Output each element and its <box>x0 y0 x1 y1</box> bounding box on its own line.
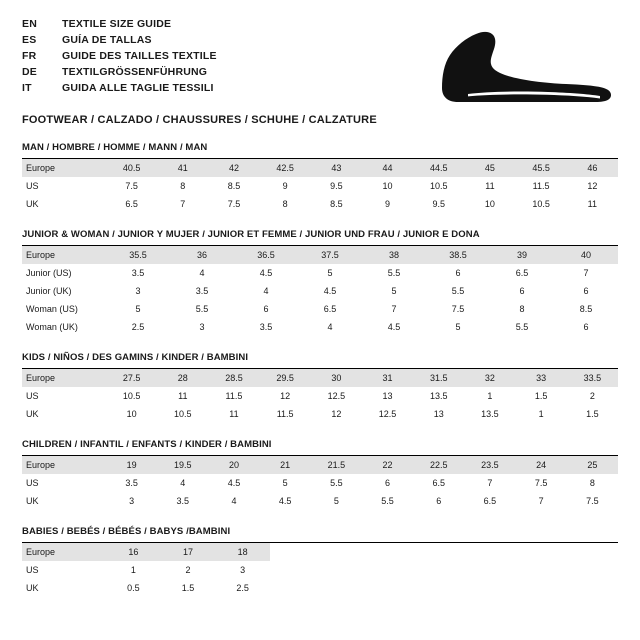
size-cell: 1.5 <box>534 391 548 401</box>
size-cell: 38.5 <box>426 246 490 264</box>
size-cell: 8.5 <box>579 304 593 314</box>
size-cell: 8 <box>180 181 186 191</box>
size-block <box>22 526 618 597</box>
size-cell: 44.5 <box>413 159 464 177</box>
table-row <box>22 579 270 597</box>
size-table <box>22 369 618 423</box>
size-cell: 31.5 <box>413 369 464 387</box>
size-cell: 12 <box>331 409 342 419</box>
size-cell: 4 <box>199 268 205 278</box>
size-cell: 16 <box>106 543 161 561</box>
size-block <box>22 229 618 336</box>
size-cell: 12 <box>587 181 598 191</box>
language-row <box>22 18 217 34</box>
table-row <box>22 387 618 405</box>
size-cell: 10.5 <box>429 181 448 191</box>
language-guide-title: TEXTILGRÖSSENFÜHRUNG <box>62 66 208 78</box>
language-row <box>22 66 217 82</box>
size-cell: 6.5 <box>432 478 445 488</box>
size-row-label: Europe <box>22 543 106 561</box>
language-code: EN <box>22 18 37 30</box>
language-guide-title: TEXTILE SIZE GUIDE <box>62 18 172 30</box>
size-cell: 4.5 <box>278 496 292 506</box>
size-cell: 6 <box>436 496 442 506</box>
table-row <box>22 405 618 423</box>
size-cell: 13 <box>433 409 444 419</box>
size-cell: 12 <box>280 391 291 401</box>
size-cell: 10.5 <box>122 391 141 401</box>
size-cell: 21 <box>260 456 311 474</box>
language-code: ES <box>22 34 37 46</box>
size-cell: 9 <box>385 199 391 209</box>
table-row <box>22 492 618 510</box>
size-cell: 6 <box>519 286 525 296</box>
table-row <box>22 282 618 300</box>
size-cell: 12.5 <box>327 391 346 401</box>
size-cell: 35.5 <box>106 246 170 264</box>
size-row-label: Woman (UK) <box>26 322 78 332</box>
size-cell: 28 <box>157 369 208 387</box>
language-row <box>22 34 217 50</box>
size-cell: 5 <box>333 496 339 506</box>
size-cell: 46 <box>567 159 618 177</box>
language-code: DE <box>22 66 37 78</box>
size-cell: 0.5 <box>127 583 140 593</box>
size-cell: 4.5 <box>259 268 273 278</box>
size-cell: 31 <box>362 369 413 387</box>
language-row <box>22 50 217 66</box>
size-cell: 3.5 <box>131 268 145 278</box>
size-row-label: Europe <box>22 369 106 387</box>
size-cell: 40.5 <box>106 159 157 177</box>
size-cell: 22.5 <box>413 456 464 474</box>
size-cell: 28.5 <box>208 369 259 387</box>
size-cell: 7.5 <box>451 304 465 314</box>
size-cell: 5.5 <box>330 478 343 488</box>
size-cell: 29.5 <box>260 369 311 387</box>
size-cell: 7.5 <box>534 478 548 488</box>
table-row <box>22 246 618 264</box>
size-cell: 8.5 <box>330 199 343 209</box>
size-cell: 11 <box>229 409 239 419</box>
size-cell: 7 <box>180 199 186 209</box>
size-row-label: UK <box>26 583 39 593</box>
size-cell: 33 <box>516 369 567 387</box>
size-cell: 24 <box>516 456 567 474</box>
size-cell: 11.5 <box>532 181 550 191</box>
size-cell: 3 <box>135 286 141 296</box>
size-block-title: MAN / HOMBRE / HOMME / MANN / MAN <box>22 142 618 159</box>
size-block-title: CHILDREN / INFANTIL / ENFANTS / KINDER / BAMBINI <box>22 439 618 456</box>
size-cell: 6 <box>583 286 589 296</box>
size-row-label: Junior (UK) <box>26 286 72 296</box>
size-cell: 3.5 <box>125 478 138 488</box>
size-cell: 22 <box>362 456 413 474</box>
size-cell: 5.5 <box>387 268 401 278</box>
size-cell: 30 <box>311 369 362 387</box>
size-cell: 10 <box>126 409 137 419</box>
size-cell: 5 <box>135 304 141 314</box>
size-cell: 32 <box>464 369 515 387</box>
size-cell: 10 <box>484 199 495 209</box>
size-cell: 5.5 <box>381 496 394 506</box>
size-row-label: US <box>26 565 39 575</box>
language-code: IT <box>22 82 32 94</box>
size-cell: 39 <box>490 246 554 264</box>
size-row-label: US <box>26 478 39 488</box>
size-cell: 11.5 <box>276 409 294 419</box>
size-cell: 2.5 <box>236 583 249 593</box>
language-title-list <box>22 18 217 98</box>
size-cell: 8 <box>589 478 595 488</box>
size-cell: 7 <box>391 304 397 314</box>
size-cell: 4 <box>180 478 186 488</box>
size-row-label: UK <box>26 409 39 419</box>
table-row <box>22 264 618 282</box>
dress-shoe-icon <box>428 28 618 106</box>
size-cell: 1.5 <box>586 409 599 419</box>
size-cell: 7 <box>538 496 544 506</box>
size-block-title: BABIES / BEBÉS / BÉBÉS / BABYS /BAMBINI <box>22 526 618 543</box>
size-cell: 5.5 <box>451 286 465 296</box>
size-cell: 11.5 <box>225 391 243 401</box>
table-row <box>22 456 618 474</box>
size-cell: 3.5 <box>176 496 190 506</box>
size-cell: 5 <box>455 322 461 332</box>
size-cell: 6 <box>455 268 461 278</box>
size-cell: 6 <box>263 304 269 314</box>
size-cell: 2 <box>185 565 191 575</box>
size-cell: 42 <box>208 159 259 177</box>
size-cell: 1 <box>130 565 136 575</box>
language-guide-title: GUIDA ALLE TAGLIE TESSILI <box>62 82 214 94</box>
size-cell: 1.5 <box>181 583 195 593</box>
size-cell: 13.5 <box>481 409 499 419</box>
size-cell: 7 <box>487 478 493 488</box>
size-cell: 6 <box>583 322 589 332</box>
size-cell: 13 <box>382 391 393 401</box>
size-cell: 4 <box>231 496 237 506</box>
size-cell: 41 <box>157 159 208 177</box>
size-row-label: Woman (US) <box>26 304 78 314</box>
size-cell: 37.5 <box>298 246 362 264</box>
size-cell: 17 <box>161 543 216 561</box>
size-cell: 4 <box>327 322 333 332</box>
size-cell: 42.5 <box>260 159 311 177</box>
size-cell: 6 <box>385 478 391 488</box>
size-cell: 12.5 <box>378 409 397 419</box>
size-blocks <box>22 142 618 597</box>
size-row-label: US <box>26 181 39 191</box>
size-cell: 43 <box>311 159 362 177</box>
table-row <box>22 195 618 213</box>
size-cell: 8.5 <box>227 181 241 191</box>
size-cell: 27.5 <box>106 369 157 387</box>
size-cell: 11 <box>178 391 188 401</box>
size-cell: 7.5 <box>227 199 241 209</box>
size-cell: 8 <box>519 304 525 314</box>
size-cell: 3 <box>199 322 205 332</box>
table-row <box>22 561 270 579</box>
size-cell: 7.5 <box>125 181 138 191</box>
size-row-label: US <box>26 391 39 401</box>
size-block-title: KIDS / NIÑOS / DES GAMINS / KINDER / BAMBINI <box>22 352 618 369</box>
size-cell: 4 <box>263 286 269 296</box>
size-cell: 5 <box>327 268 333 278</box>
size-block-title: JUNIOR & WOMAN / JUNIOR Y MUJER / JUNIOR ET FEMME / JUNIOR UND FRAU / JUNIOR E DONA <box>22 229 618 246</box>
size-cell: 9.5 <box>432 199 445 209</box>
size-cell: 2.5 <box>131 322 145 332</box>
size-cell: 18 <box>215 543 270 561</box>
size-cell: 19.5 <box>157 456 208 474</box>
size-cell: 45.5 <box>516 159 567 177</box>
size-cell: 9.5 <box>330 181 343 191</box>
size-cell: 8 <box>282 199 288 209</box>
size-row-label: Europe <box>22 159 106 177</box>
size-table <box>22 543 270 597</box>
size-cell: 6.5 <box>323 304 337 314</box>
size-cell: 3 <box>129 496 135 506</box>
size-cell: 45 <box>464 159 515 177</box>
size-row-label: Europe <box>22 246 106 264</box>
table-row <box>22 369 618 387</box>
size-cell: 2 <box>589 391 595 401</box>
language-row <box>22 82 217 98</box>
size-cell: 4.5 <box>387 322 401 332</box>
language-code: FR <box>22 50 37 62</box>
size-cell: 25 <box>567 456 618 474</box>
size-block <box>22 142 618 213</box>
size-cell: 4.5 <box>323 286 337 296</box>
size-row-label: UK <box>26 496 39 506</box>
size-cell: 13.5 <box>429 391 448 401</box>
size-cell: 20 <box>208 456 259 474</box>
table-row <box>22 300 618 318</box>
size-cell: 6.5 <box>515 268 529 278</box>
table-row <box>22 159 618 177</box>
size-cell: 10.5 <box>174 409 192 419</box>
size-cell: 11 <box>587 199 598 209</box>
size-table <box>22 456 618 510</box>
size-cell: 38 <box>362 246 426 264</box>
size-table <box>22 159 618 213</box>
size-cell: 23.5 <box>464 456 515 474</box>
size-cell: 33.5 <box>567 369 618 387</box>
size-block <box>22 352 618 423</box>
size-row-label: Europe <box>22 456 106 474</box>
size-cell: 5.5 <box>515 322 529 332</box>
size-cell: 44 <box>362 159 413 177</box>
language-guide-title: GUÍA DE TALLAS <box>62 34 152 46</box>
size-cell: 9 <box>282 181 288 191</box>
size-cell: 36.5 <box>234 246 298 264</box>
category-title: FOOTWEAR / CALZADO / CHAUSSURES / SCHUHE / CALZATURE <box>22 114 377 126</box>
size-cell: 5 <box>282 478 288 488</box>
size-cell: 40 <box>554 246 618 264</box>
size-cell: 3.5 <box>259 322 273 332</box>
table-row <box>22 543 270 561</box>
size-row-label: Junior (US) <box>26 268 72 278</box>
size-cell: 7 <box>583 268 589 278</box>
page-header <box>22 18 618 110</box>
size-cell: 11 <box>485 181 495 191</box>
size-cell: 10 <box>382 181 393 191</box>
size-cell: 7.5 <box>586 496 599 506</box>
size-row-label: UK <box>26 199 39 209</box>
size-table <box>22 246 618 336</box>
size-cell: 6.5 <box>125 199 138 209</box>
size-block <box>22 439 618 510</box>
size-cell: 1 <box>538 409 544 419</box>
size-cell: 10.5 <box>532 199 550 209</box>
table-row <box>22 318 618 336</box>
size-cell: 36 <box>170 246 234 264</box>
size-cell: 6.5 <box>483 496 497 506</box>
size-cell: 19 <box>106 456 157 474</box>
size-cell: 3 <box>240 565 246 575</box>
size-cell: 5.5 <box>195 304 209 314</box>
size-cell: 21.5 <box>311 456 362 474</box>
table-row <box>22 177 618 195</box>
size-cell: 5 <box>391 286 397 296</box>
size-cell: 1 <box>487 391 493 401</box>
size-cell: 4.5 <box>227 478 241 488</box>
size-cell: 3.5 <box>195 286 209 296</box>
table-row <box>22 474 618 492</box>
language-guide-title: GUIDE DES TAILLES TEXTILE <box>62 50 217 62</box>
